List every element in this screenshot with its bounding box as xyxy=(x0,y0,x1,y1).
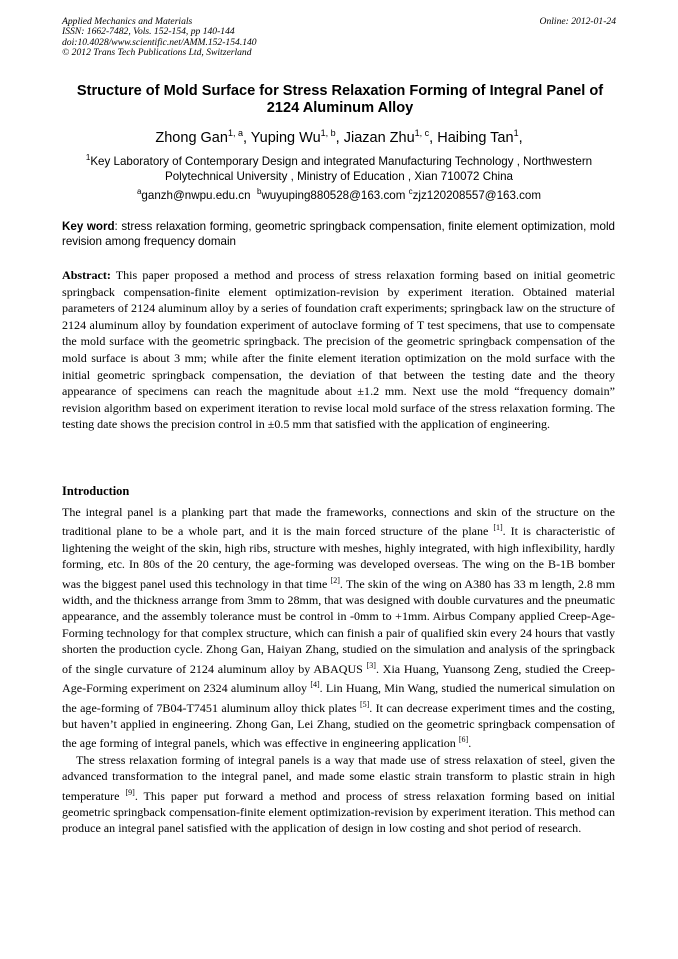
author-name: Zhong Gan xyxy=(155,129,228,146)
email-address[interactable]: zjz120208557@163.com xyxy=(412,188,542,202)
issn-line: ISSN: 1662-7482, Vols. 152-154, pp 140-144 xyxy=(62,26,235,38)
author-separator: , xyxy=(242,129,251,146)
citation[interactable]: [2] xyxy=(330,575,340,585)
keywords xyxy=(62,220,615,249)
paragraph-text: . Xia Huang, Yuansong Zeng, studied the Creep-Age-Forming experiment on 2324 aluminum alloy xyxy=(62,661,615,696)
author-name: Yuping Wu xyxy=(250,129,321,146)
author-separator: , xyxy=(429,129,438,146)
citation[interactable]: [9] xyxy=(125,787,135,797)
paragraph-text: . Lin Huang, Min Wang, studied the numerical simulation on the age-forming of 7B04-T7451 aluminum alloy thick plates xyxy=(62,681,615,715)
author-affiliation-mark: 1, c xyxy=(414,128,430,138)
journal-header xyxy=(62,17,616,59)
paragraph-text: . It can decrease experiment times and the costing, but haven’t applied in engineering. Zhong Gan, Lei Zhang, studied on the geometric springback compensation of the age forming of integral panels, which was effective in engineering application xyxy=(62,700,615,751)
author-affiliation-mark: 1, b xyxy=(320,128,336,138)
paragraph-text: . It is characteristic of lightening the weight of the skin, high ribs, structure with meshes, highly integrated, with high inflexibility, hardly forming, etc. In 80s of the 20 century, the age-forming was developed overseas. The wing on the B-1B bomber was the biggest panel used this technology in that time xyxy=(62,524,615,591)
author-separator: , xyxy=(335,129,344,146)
email-mark: a xyxy=(136,187,142,196)
paragraph xyxy=(62,752,615,837)
author-affiliation-mark: 1 xyxy=(513,128,519,138)
affiliation-mark: 1 xyxy=(85,153,91,162)
author xyxy=(155,130,250,146)
abstract-label: Abstract: xyxy=(62,268,111,282)
author-name: Haibing Tan xyxy=(437,129,514,146)
paragraph-text: The integral panel is a planking part that made the frameworks, connections and skin of the structure on the traditional plane to be a whole part, and it is the main forced structure of the plane xyxy=(62,505,615,539)
author-list xyxy=(62,124,616,147)
email-address[interactable]: wuyuping880528@163.com xyxy=(261,188,406,202)
section-heading-introduction: Introduction xyxy=(62,484,130,498)
journal-name: Applied Mechanics and Materials xyxy=(62,16,193,27)
author xyxy=(251,130,344,146)
citation[interactable]: [5] xyxy=(359,699,370,709)
abstract xyxy=(62,267,615,433)
paragraph xyxy=(62,504,615,752)
author-separator: , xyxy=(518,129,523,146)
citation[interactable]: [4] xyxy=(310,680,320,690)
doi-line: doi:10.4028/www.scientific.net/AMM.152-154.140 xyxy=(62,36,257,48)
paragraph-text: . xyxy=(468,736,472,751)
citation[interactable]: [3] xyxy=(366,660,376,670)
author-name: Jiazan Zhu xyxy=(343,129,415,146)
abstract-text: This paper proposed a method and process of stress relaxation forming based on initial geometric springback compensation-finite element optimization-revision by experiment iteration. Obtained material parameters of 2124 aluminum alloy by a series of foundation craft experiments; springback law on the structure of 2124 aluminum alloy by foundation experiment of autoclave forming of T test specimens, that use to compensate the mold surface with the geometric springback. The precision of the geometric springback compensation of the mold surface is about 3 mm; while after the finite element iteration optimization on the mold surface with the initial geometric springback compensation, the deviation of that between the testing date and the theory appearance of specimens can reach the magnitude about ±1.2 mm. Next use the mold “frequency domain” revision algorithm based on experiment iteration to revise local mold surface of the stress relaxation forming. The testing date shows the precision control in ±0.5 mm that satisfied with the application of engineering. xyxy=(62,268,615,432)
paper-title: Structure of Mold Surface for Stress Relaxation Forming of Integral Panel of 2124 Aluminum Alloy xyxy=(76,83,604,116)
introduction-body xyxy=(62,504,615,837)
keywords-label: Key word xyxy=(62,220,115,233)
paragraph-text: . This paper put forward a method and process of stress relaxation forming based on initial geometric springback compensation-finite element optimization-revision by experiment iteration. This method can produce an integral panel satisfied with the application of design in low costing and shot period of research. xyxy=(62,788,615,836)
paragraph-text: . The skin of the wing on A380 has 33 m length, 2.8 mm width, and the thickness arrange from 3mm to 28mm, that was designed with double curvatures and the pneumatic appearance, and the assembly tolerance must be control in -0mm to +1mm. Airbus Company applied Creep-Age-Forming technology for that complex structure, which can finish a pair of qualified skin every 24 hours that vastly shorten the production cycle. Zhong Gan, Haiyan Zhang, studied on the simulation and analysis of the springback of the single curvature of 2124 aluminum alloy by ABAQUS xyxy=(62,576,615,676)
email-mark: b xyxy=(256,187,262,196)
citation[interactable]: [6] xyxy=(458,735,469,745)
author xyxy=(344,130,438,146)
affiliation xyxy=(62,150,616,185)
affiliation-text: Key Laboratory of Contemporary Design and integrated Manufacturing Technology , Northwestern Polytechnical University , Ministry of Education , Xian 710072 China xyxy=(90,154,593,184)
author xyxy=(437,130,522,146)
email-list xyxy=(62,184,616,203)
keywords-text: : stress relaxation forming, geometric springback compensation, finite element optimization, mold revision among frequency domain xyxy=(62,220,615,248)
online-date: Online: 2012-01-24 xyxy=(539,16,616,27)
email-mark: c xyxy=(408,187,413,196)
citation[interactable]: [1] xyxy=(493,523,503,533)
email-address[interactable]: ganzh@nwpu.edu.cn xyxy=(141,188,251,202)
author-affiliation-mark: 1, a xyxy=(227,128,243,138)
paragraph-text: The stress relaxation forming of integral panels is a way that made use of stress relaxation of steel, given the advanced transformation to the integral panel, and made some elastic strain transform to plastic strain in high temperature xyxy=(62,752,615,803)
copyright-line: © 2012 Trans Tech Publications Ltd, Switzerland xyxy=(62,47,252,59)
